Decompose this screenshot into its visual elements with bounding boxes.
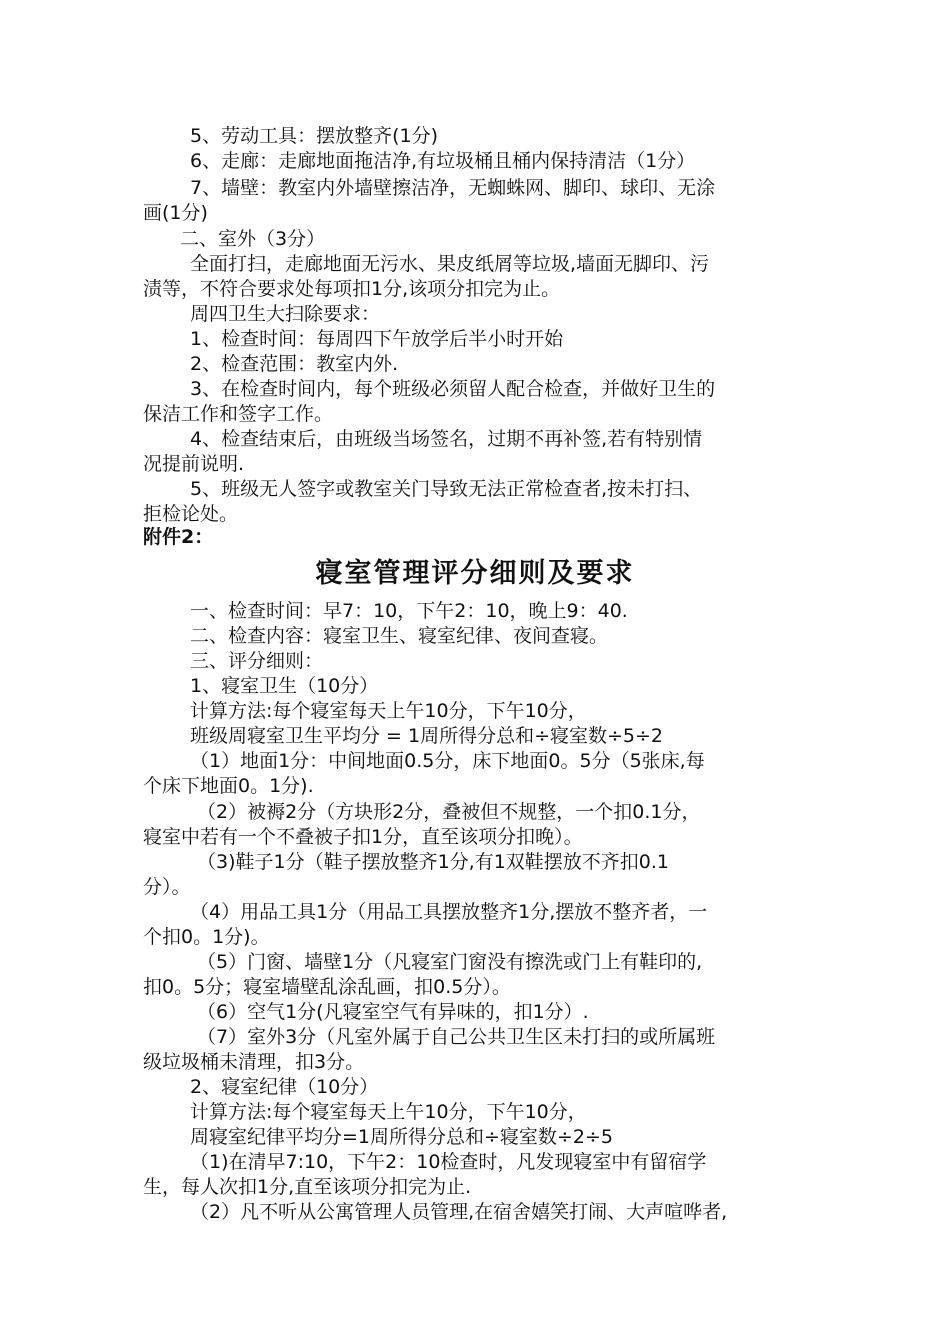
hygiene-item-outdoor: （7）室外3分（凡室外属于自己公共卫生区未打扫的或所属班	[197, 1026, 716, 1048]
hygiene-item-air: （6）空气1分(凡寝室空气有异味的，扣1分）.	[197, 1001, 589, 1023]
rule-corridor: 6、走廊：走廊地面拖洁净,有垃圾桶且桶内保持清洁（1分）	[190, 150, 696, 172]
thursday-item-4: 4、检查结束后，由班级当场签名，过期不再补签,若有特别情	[190, 428, 703, 450]
attachment-label: 附件2：	[143, 526, 214, 548]
hygiene-item-doors-walls-cont: 扣0。5分；寝室墙壁乱涂乱画，扣0.5分）。	[143, 976, 511, 998]
discipline-average-formula: 周寝室纪律平均分=1周所得分总和÷寝室数÷2÷5	[190, 1126, 613, 1148]
discipline-calc-method: 计算方法:每个寝室每天上午10分，下午10分，	[190, 1101, 587, 1123]
discipline-item-2: （2）凡不听从公寓管理人员管理,在宿舍嬉笑打闹、大声喧哗者,	[190, 1201, 728, 1223]
thursday-item-5: 5、班级无人签字或教室关门导致无法正常检查者,按未打扫、	[190, 478, 703, 500]
hygiene-item-outdoor-cont: 级垃圾桶未清理，扣3分。	[143, 1051, 365, 1073]
outdoor-text: 全面打扫，走廊地面无污水、果皮纸屑等垃圾,墙面无脚印、污	[190, 253, 710, 275]
page-title: 寝室管理评分细则及要求	[315, 558, 635, 589]
thursday-item-4-cont: 况提前说明.	[143, 453, 245, 475]
hygiene-item-doors-walls: （5）门窗、墙壁1分（凡寝室门窗没有擦洗或门上有鞋印的,	[197, 951, 703, 973]
section-outdoor: 二、室外（3分）	[180, 228, 326, 250]
hygiene-item-shoes: （3)鞋子1分（鞋子摆放整齐1分,有1双鞋摆放不齐扣0.1	[197, 851, 670, 873]
inspection-content: 二、检查内容：寝室卫生、寝室纪律、夜间查寝。	[190, 625, 609, 647]
outdoor-text-cont: 渍等，不符合要求处每项扣1分,该项分扣完为止。	[143, 278, 561, 300]
thursday-cleaning-heading: 周四卫生大扫除要求：	[190, 303, 381, 325]
hygiene-item-shoes-cont: 分）。	[143, 876, 191, 898]
rule-wall-cont: 画(1分)	[143, 202, 208, 224]
thursday-item-3-cont: 保洁工作和签字工作。	[143, 403, 334, 425]
hygiene-item-bedding: （2）被褥2分（方块形2分，叠被但不规整，一个扣0.1分，	[197, 801, 701, 823]
thursday-item-5-cont: 拒检论处。	[143, 503, 239, 525]
hygiene-item-floor: （1）地面1分：中间地面0.5分，床下地面0。5分（5张床,每	[190, 750, 705, 772]
scoring-heading: 三、评分细则：	[190, 650, 324, 672]
hygiene-item-bedding-cont: 寝室中若有一个不叠被子扣1分，直至该项分扣晚）。	[143, 826, 583, 848]
hygiene-item-supplies-cont: 个扣0。1分)。	[143, 926, 270, 948]
dorm-discipline-heading: 2、寝室纪律（10分）	[190, 1076, 379, 1098]
inspection-time: 一、检查时间：早7：10，下午2：10，晚上9：40.	[190, 600, 628, 622]
rule-labor-tools: 5、劳动工具：摆放整齐(1分)	[190, 125, 439, 147]
hygiene-calc-method: 计算方法:每个寝室每天上午10分，下午10分，	[190, 700, 587, 722]
discipline-item-1: （1)在清早7:10，下午2：10检查时，凡发现寝室中有留宿学	[190, 1151, 707, 1173]
thursday-item-3: 3、在检查时间内，每个班级必须留人配合检查，并做好卫生的	[190, 378, 716, 400]
hygiene-item-supplies: （4）用品工具1分（用品工具摆放整齐1分,摆放不整齐者，一	[190, 901, 708, 923]
discipline-item-1-cont: 生，每人次扣1分,直至该项分扣完为止.	[143, 1176, 472, 1198]
dorm-hygiene-heading: 1、寝室卫生（10分）	[190, 675, 379, 697]
rule-wall: 7、墙壁：教室内外墙壁擦洁净，无蜘蛛网、脚印、球印、无涂	[190, 177, 716, 199]
thursday-item-2: 2、检查范围：教室内外.	[190, 353, 399, 375]
hygiene-average-formula: 班级周寝室卫生平均分 = 1周所得分总和÷寝室数÷5÷2	[190, 725, 664, 747]
thursday-item-1: 1、检查时间：每周四下午放学后半小时开始	[190, 328, 564, 350]
hygiene-item-floor-cont: 个床下地面0。1分).	[143, 775, 314, 797]
